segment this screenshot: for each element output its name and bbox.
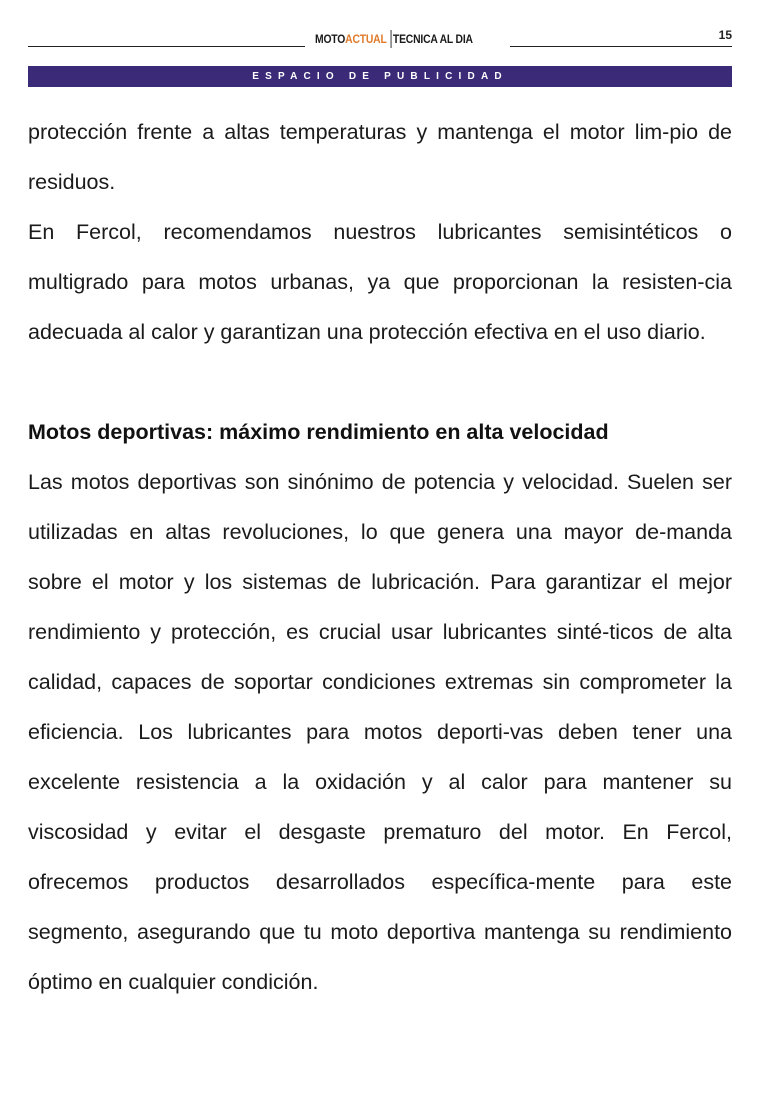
- header-rule-right: [510, 46, 732, 47]
- article-paragraph: protección frente a altas temperaturas y mantenga el motor lim-pio de residuos.: [28, 120, 732, 194]
- brand-separator: [390, 30, 391, 48]
- brand-actual: ACTUAL: [345, 34, 387, 46]
- article-body: [28, 107, 732, 1007]
- page-header: [28, 24, 732, 50]
- page-number: 15: [718, 28, 732, 42]
- advertising-space-banner: ESPACIO DE PUBLICIDAD: [28, 66, 732, 87]
- magazine-brand: [315, 30, 473, 48]
- section-heading: Motos deportivas: máximo rendimiento en alta velocidad: [28, 420, 609, 444]
- article-paragraph: Las motos deportivas son sinónimo de potencia y velocidad. Suelen ser utilizadas en altas revoluciones, lo que genera una mayor de-manda sobre el motor y los sistemas de lubricación. Para garantizar el mejor rendimiento y protección, es crucial usar lubricantes sinté-ticos de alta calidad, capaces de soportar condiciones extremas sin comprometer la eficiencia. Los lubricantes para motos deporti-vas deben tener una excelente resistencia a la oxidación y al calor para mantener su viscosidad y evitar el desgaste prematuro del motor. En Fercol, ofrecemos productos desarrollados específica-mente para este segmento, asegurando que tu moto deportiva mantenga su rendimiento óptimo en cualquier condición.: [28, 470, 732, 994]
- paragraph-spacer: [28, 357, 732, 407]
- header-rule-left: [28, 46, 305, 47]
- brand-moto: MOTO: [315, 34, 346, 46]
- brand-section-name: TECNICA AL DIA: [392, 34, 473, 46]
- article-paragraph: En Fercol, recomendamos nuestros lubricantes semisintéticos o multigrado para motos urbanas, ya que proporcionan la resisten-cia adecuada al calor y garantizan una protección efectiva en el uso diario.: [28, 220, 732, 344]
